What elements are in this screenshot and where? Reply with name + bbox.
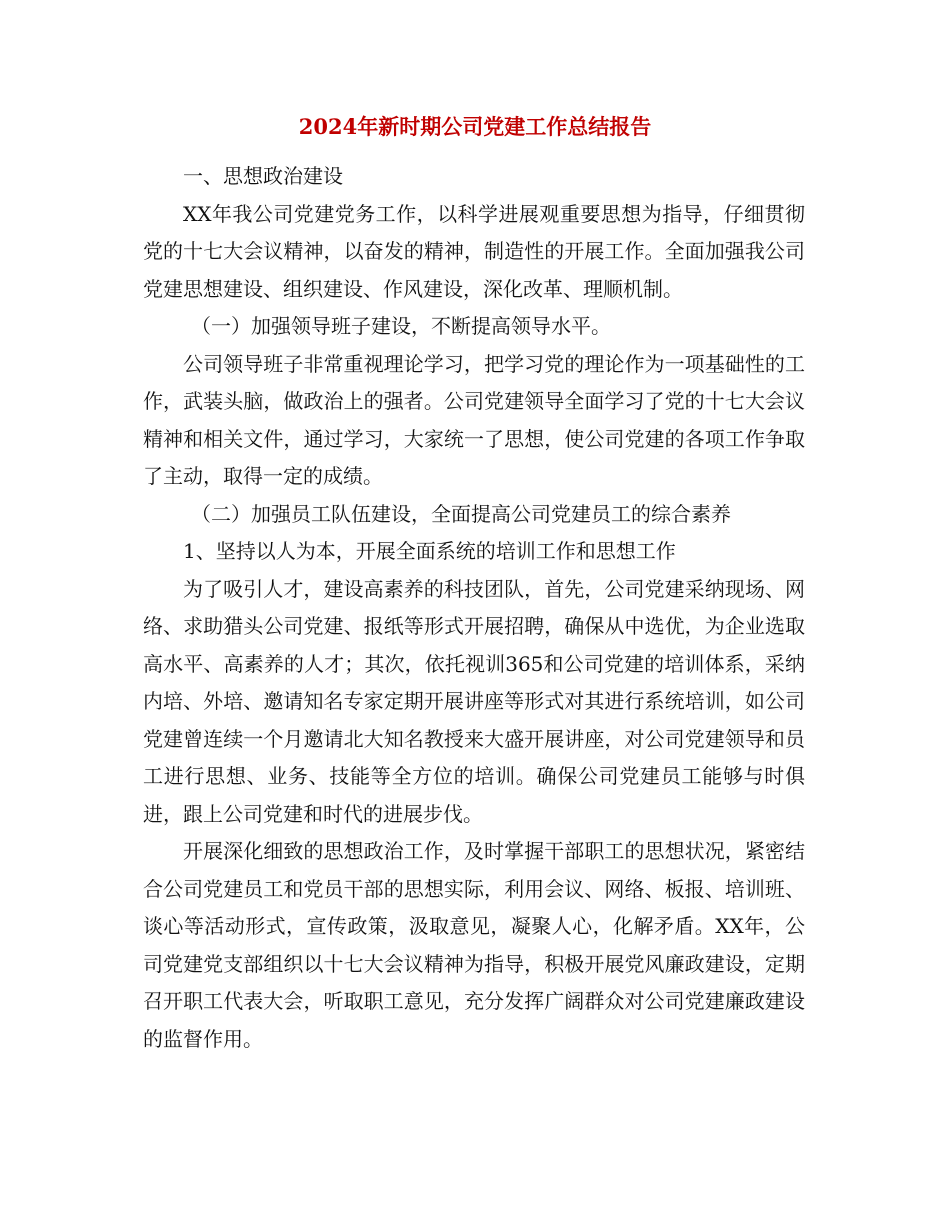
paragraph: XX年我公司党建党务工作，以科学进展观重要思想为指导，仔细贯彻党的十七大会议精神，以奋发的精神，制造性的开展工作。全面加强我公司党建思想建设、组织建设、作风建设，深化改革、理顺机制。 xyxy=(143,201,805,301)
document-body xyxy=(143,158,805,1058)
document-title: 2024年新时期公司党建工作总结报告 xyxy=(298,114,652,139)
list-item-heading: 1、坚持以人为本，开展全面系统的培训工作和思想工作 xyxy=(183,539,676,563)
paragraph: 开展深化细致的思想政治工作，及时掌握干部职工的思想状况，紧密结合公司党建员工和党员干部的思想实际，利用会议、网络、板报、培训班、谈心等活动形式，宣传政策，汲取意见，凝聚人心，化解矛盾。XX年，公司党建党支部组织以十七大会议精神为指导，积极开展党风廉政建设，定期召开职工代表大会，听取职工意见，充分发挥广阔群众对公司党建廉政建设的监督作用。 xyxy=(143,839,805,1051)
paragraph: 为了吸引人才，建设高素养的科技团队，首先，公司党建采纳现场、网络、求助猎头公司党建、报纸等形式开展招聘，确保从中选优，为企业选取高水平、高素养的人才；其次，依托视训365和公司党建的培训体系，采纳内培、外培、邀请知名专家定期开展讲座等形式对其进行系统培训，如公司党建曾连续一个月邀请北大知名教授来大盛开展讲座，对公司党建领导和员工进行思想、业务、技能等全方位的培训。确保公司党建员工能够与时俱进，跟上公司党建和时代的进展步伐。 xyxy=(143,576,805,826)
subsection-heading: （二）加强员工队伍建设，全面提高公司党建员工的综合素养 xyxy=(191,501,731,526)
subsection-heading: （一）加强领导班子建设，不断提高领导水平。 xyxy=(191,314,611,338)
paragraph: 公司领导班子非常重视理论学习，把学习党的理论作为一项基础性的工作，武装头脑，做政治上的强者。公司党建领导全面学习了党的十七大会议精神和相关文件，通过学习，大家统一了思想，使公司党建的各项工作争取了主动，取得一定的成绩。 xyxy=(143,351,805,488)
section-heading: 一、思想政治建设 xyxy=(183,164,343,188)
